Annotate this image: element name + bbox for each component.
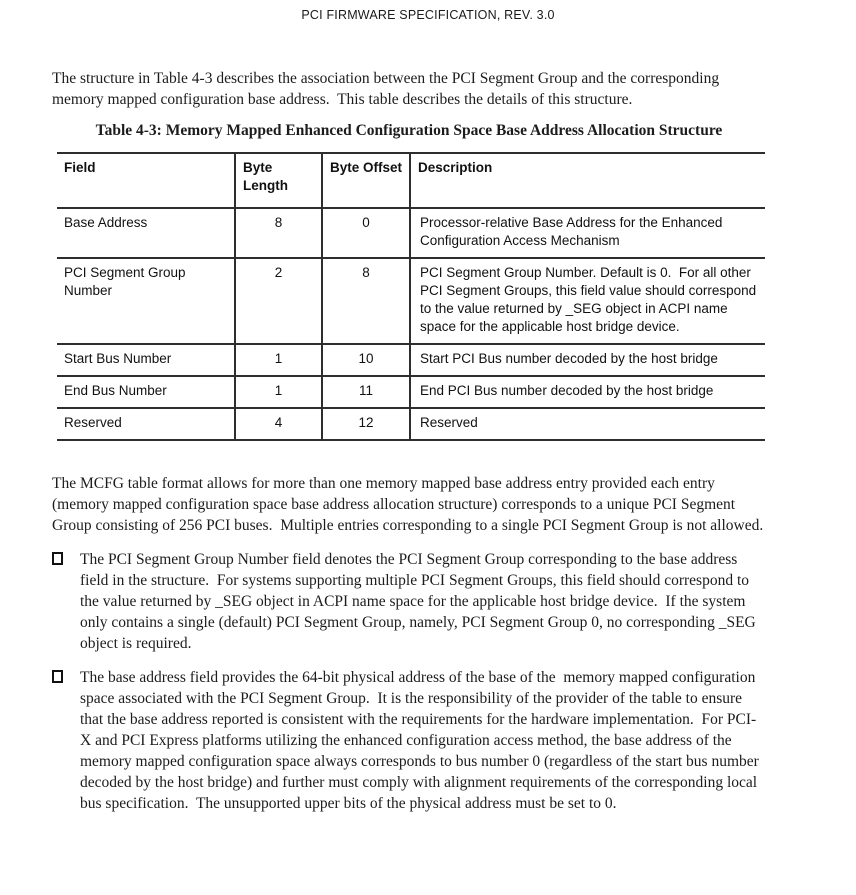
cell-field: Start Bus Number <box>57 344 235 376</box>
mcfg-paragraph: The MCFG table format allows for more than one memory mapped base address entry provided each entry (memory mapped configuration space base address allocation structure) corresponds to a unique PCI Segment Group consisting of 256 PCI buses. Multiple entries corresponding to a single PCI Segment Group is not allowed. <box>52 475 764 534</box>
table-row <box>57 344 765 376</box>
cell-field: Reserved <box>57 408 235 440</box>
square-bullet-icon <box>52 552 63 565</box>
cell-description: End PCI Bus number decoded by the host bridge <box>410 376 765 408</box>
cell-byte-offset: 10 <box>322 344 410 376</box>
table-row <box>57 258 765 344</box>
bullet-item <box>52 667 766 814</box>
cell-field: End Bus Number <box>57 376 235 408</box>
cell-byte-offset: 12 <box>322 408 410 440</box>
page-content <box>52 68 766 814</box>
col-header-byte-length: Byte Length <box>235 153 322 208</box>
spec-table <box>57 152 765 441</box>
bullet-text-segment-group: The PCI Segment Group Number field denotes the PCI Segment Group corresponding to the base address field in the structure. For systems supporting multiple PCI Segment Groups, this field should correspond to the value returned by _SEG object in ACPI name space for the applicable host bridge device. If the system only contains a single (default) PCI Segment Group, namely, PCI Segment Group 0, no corresponding _SEG object is required. <box>80 551 760 652</box>
col-header-field: Field <box>57 153 235 208</box>
cell-byte-offset: 11 <box>322 376 410 408</box>
cell-description: Processor-relative Base Address for the Enhanced Configuration Access Mechanism <box>410 208 765 258</box>
running-header: PCI FIRMWARE SPECIFICATION, REV. 3.0 <box>301 8 555 22</box>
table-header-row <box>57 153 765 208</box>
cell-byte-offset: 0 <box>322 208 410 258</box>
table-row <box>57 208 765 258</box>
cell-field: PCI Segment Group Number <box>57 258 235 344</box>
table-row <box>57 408 765 440</box>
table-row <box>57 376 765 408</box>
col-header-description: Description <box>410 153 765 208</box>
bullet-text-base-address: The base address field provides the 64-bit physical address of the base of the memory mapped configuration space associated with the PCI Segment Group. It is the responsibility of the provider of the table to ensure that the base address reported is consistent with the requirements for the hardware implementation. For PCI-X and PCI Express platforms utilizing the enhanced configuration access method, the base address of the memory mapped configuration space always corresponds to bus number 0 (regardless of the start bus number decoded by the host bridge) and further must comply with alignment requirements of the corresponding local bus specification. The unsupported upper bits of the physical address must be set to 0. <box>80 669 763 812</box>
table-caption: Table 4-3: Memory Mapped Enhanced Configuration Space Base Address Allocation Structure <box>95 122 723 139</box>
cell-byte-offset: 8 <box>322 258 410 344</box>
cell-byte-length: 2 <box>235 258 322 344</box>
cell-description: PCI Segment Group Number. Default is 0. For all other PCI Segment Groups, this field value should correspond to the value returned by _SEG object in ACPI name space for the applicable host bridge device. <box>410 258 765 344</box>
col-header-byte-offset: Byte Offset <box>322 153 410 208</box>
cell-byte-length: 1 <box>235 344 322 376</box>
intro-paragraph: The structure in Table 4-3 describes the association between the PCI Segment Group and the corresponding memory mapped configuration base address. This table describes the details of this structure. <box>52 70 723 108</box>
cell-field: Base Address <box>57 208 235 258</box>
bullet-item <box>52 549 766 654</box>
cell-byte-length: 4 <box>235 408 322 440</box>
cell-description: Reserved <box>410 408 765 440</box>
bullet-marker <box>52 667 80 814</box>
cell-byte-length: 8 <box>235 208 322 258</box>
bullet-marker <box>52 549 80 654</box>
square-bullet-icon <box>52 670 63 683</box>
cell-byte-length: 1 <box>235 376 322 408</box>
cell-description: Start PCI Bus number decoded by the host bridge <box>410 344 765 376</box>
